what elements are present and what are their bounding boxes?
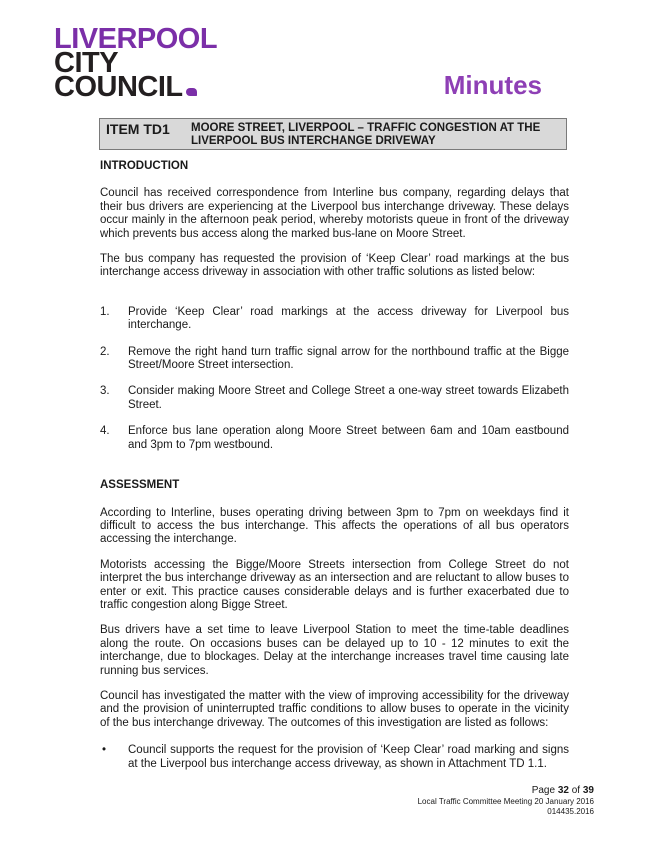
list-item-text: Enforce bus lane operation along Moore Street between 6am and 10am eastbound and 3pm to 7pm westbound. (128, 425, 569, 451)
list-item (100, 306, 569, 333)
assessment-paragraph-1: According to Interline, buses operating driving between 3pm to 7pm on weekdays find it difficult to access the bus interchange. This affects the operations of all bus operators accessing the interchange. (100, 506, 569, 546)
item-header (99, 118, 567, 150)
list-number: 2. (100, 345, 110, 358)
list-item-text: Council supports the request for the provision of ‘Keep Clear’ road marking and signs at the Liverpool bus interchange access driveway, as shown in Attachment TD 1.1. (128, 744, 569, 770)
page-heading: Minutes (443, 70, 542, 100)
item-title: MOORE STREET, LIVERPOOL – TRAFFIC CONGESTION AT THE LIVERPOOL BUS INTERCHANGE DRIVEWAY (191, 122, 541, 147)
introduction-heading: INTRODUCTION (100, 160, 189, 172)
list-item-text: Remove the right hand turn traffic signal arrow for the northbound traffic at the Bigge Street/Moore Street intersection. (128, 345, 569, 372)
page-prefix: Page (531, 785, 558, 796)
list-item-text: Consider making Moore Street and College Street a one-way street towards Elizabeth Street. (128, 385, 569, 411)
logo-speech-mark-icon (186, 88, 197, 96)
list-number: 3. (100, 385, 110, 398)
document-ref: 014435.2016 (547, 807, 594, 816)
solutions-list (100, 306, 569, 452)
introduction-paragraph-2: The bus company has requested the provision of ‘Keep Clear’ road markings at the bus interchange access driveway in association with other traffic solutions as listed below: (100, 253, 569, 279)
logo-line-liverpool: LIVERPOOL (54, 23, 218, 55)
page-total: 39 (582, 785, 594, 796)
list-number: 1. (100, 305, 110, 318)
document-body (100, 160, 569, 784)
assessment-heading: ASSESSMENT (100, 479, 180, 492)
list-number: 4. (100, 425, 110, 438)
logo-line-city: CITY (54, 47, 119, 79)
assessment-paragraph-2: Motorists accessing the Bigge/Moore Streets intersection from College Street do not interpret the bus interchange driveway as an intersection and are reluctant to allow buses to enter or exit. This practice causes considerable delays and is further exacerbated due to traffic congestion along Bigge Street. (100, 558, 569, 611)
list-item (100, 425, 569, 452)
list-item (100, 385, 569, 412)
assessment-paragraph-3: Bus drivers have a set time to leave Liverpool Station to meet the time-table deadlines along the route. On occasions buses can be delayed up to 10 - 12 minutes to exit the interchange, due to blockages. Delay at the interchange increases travel time causing late running bus services. (100, 624, 569, 677)
introduction-paragraph-1: Council has received correspondence from Interline bus company, regarding delays that their bus drivers are experiencing at the Liverpool bus interchange driveway. These delays occur mainly in the afternoon peak period, whereby motorists queue in front of the driveway which prevents bus access along the marked bus-lane on Moore Street. (100, 187, 569, 240)
logo-line-council (54, 71, 217, 103)
council-logo (54, 23, 218, 103)
outcomes-list (100, 744, 569, 771)
page-of: of (568, 785, 583, 796)
page-number (418, 785, 594, 797)
bullet-icon: • (102, 744, 107, 757)
page-current: 32 (557, 785, 569, 796)
logo-council-text: COUNCIL (54, 71, 183, 103)
item-code: ITEM TD1 (106, 121, 170, 137)
assessment-paragraph-4: Council has investigated the matter with the view of improving accessibility for the driveway and the provision of uninterrupted traffic conditions to allow buses to operate in the vicinity of the bus interchange driveway. The outcomes of this investigation are listed as follows: (100, 689, 569, 729)
list-item (100, 744, 569, 771)
meeting-name: Local Traffic Committee Meeting 20 January 2016 (417, 797, 594, 806)
list-item (100, 346, 569, 373)
page-footer (418, 785, 594, 817)
list-item-text: Provide ‘Keep Clear’ road markings at the access driveway for Liverpool bus interchange. (128, 305, 569, 332)
